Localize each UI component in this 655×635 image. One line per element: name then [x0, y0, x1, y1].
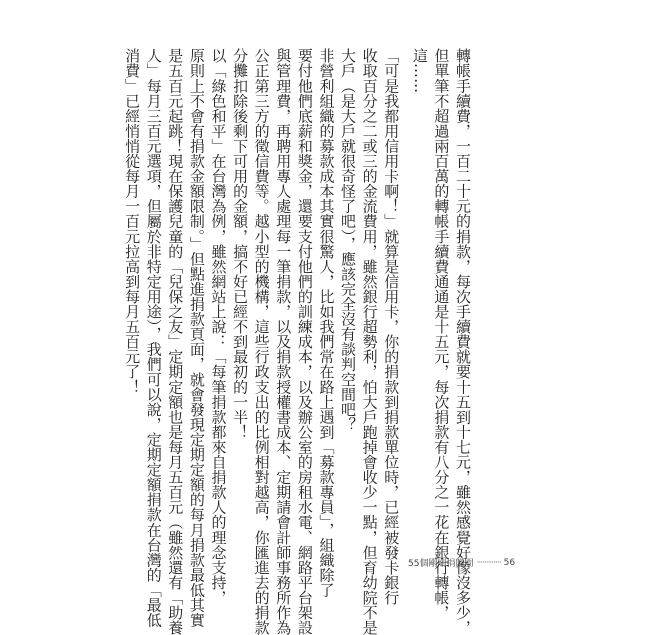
- chapter-title: 55個剛剛捐贈問: [408, 559, 474, 569]
- text-column: 與管理費，再聘用專人處理每一筆捐款，以及捐款授權書成本、定期請會計師事務所作為: [274, 48, 293, 635]
- text-column: 消費」已經悄悄從每月一百元拉高到每月五百元了！: [123, 48, 142, 395]
- text-column: 是五百元起跳！現在保護兒童的「兒保之友」定期定額也是每月五百元（雖然還有「助養: [166, 48, 185, 635]
- text-column: 原則上不會有捐款金額限制。」但點進捐款頁面，就會發現定期定額的每月捐款最低其實: [187, 48, 206, 628]
- page-footer: [408, 556, 515, 569]
- text-column: 「可是我都用信用卡啊！」就算是信用卡，你的捐款到捐款單位時，已經被發卡銀行: [382, 48, 401, 605]
- paragraph-gap: [401, 48, 408, 548]
- text-column: 收取百分之二或三的金流費用，雖然銀行超勢利，怕大戶跑掉會收少一點，但育幼院不是: [360, 48, 379, 635]
- text-column: 要付他們底薪和獎金，還要支付他們的訓練成本，以及辦公室的房租水電、網路平台架設: [295, 48, 314, 635]
- text-column: 分攤扣除後剩下可用的金額，搞不好已經不到最初的一半！: [231, 48, 250, 440]
- text-column: 公正第三方的徵信費等。越小型的機構，這些行政支出的比例相對越高，你匯進去的捐款: [252, 48, 271, 635]
- page-number: 56: [503, 557, 516, 568]
- text-column: 非營利組織的募款成本其實很驚人，比如我們常在路上遇到「募款專員」，組織除了: [317, 48, 336, 598]
- footer-dot-leader: ·············: [476, 557, 501, 568]
- text-column: 人」每月三百元選項，但屬於非特定用途），我們可以說，定期定額捐款在台灣的「最低: [144, 48, 163, 628]
- text-column: 以「綠色和平」在台灣為例，雖然網站上說：「每筆捐款都來自捐款人的理念支持，: [209, 48, 228, 605]
- text-column: 但單筆不超過兩百萬的轉帳手續費通通是十五元，每次捐款有八分之一花在銀行轉帳，: [432, 48, 451, 620]
- text-column: 轉帳手續費，一百二十元的捐款，每次手續費就要十五到十七元，雖然感覺好像沒多少，: [454, 48, 472, 635]
- text-column: 大戶（是大戶就很奇怪了吧），應該完全沒有談判空間吧？: [339, 48, 358, 432]
- text-column: 這……: [410, 48, 429, 94]
